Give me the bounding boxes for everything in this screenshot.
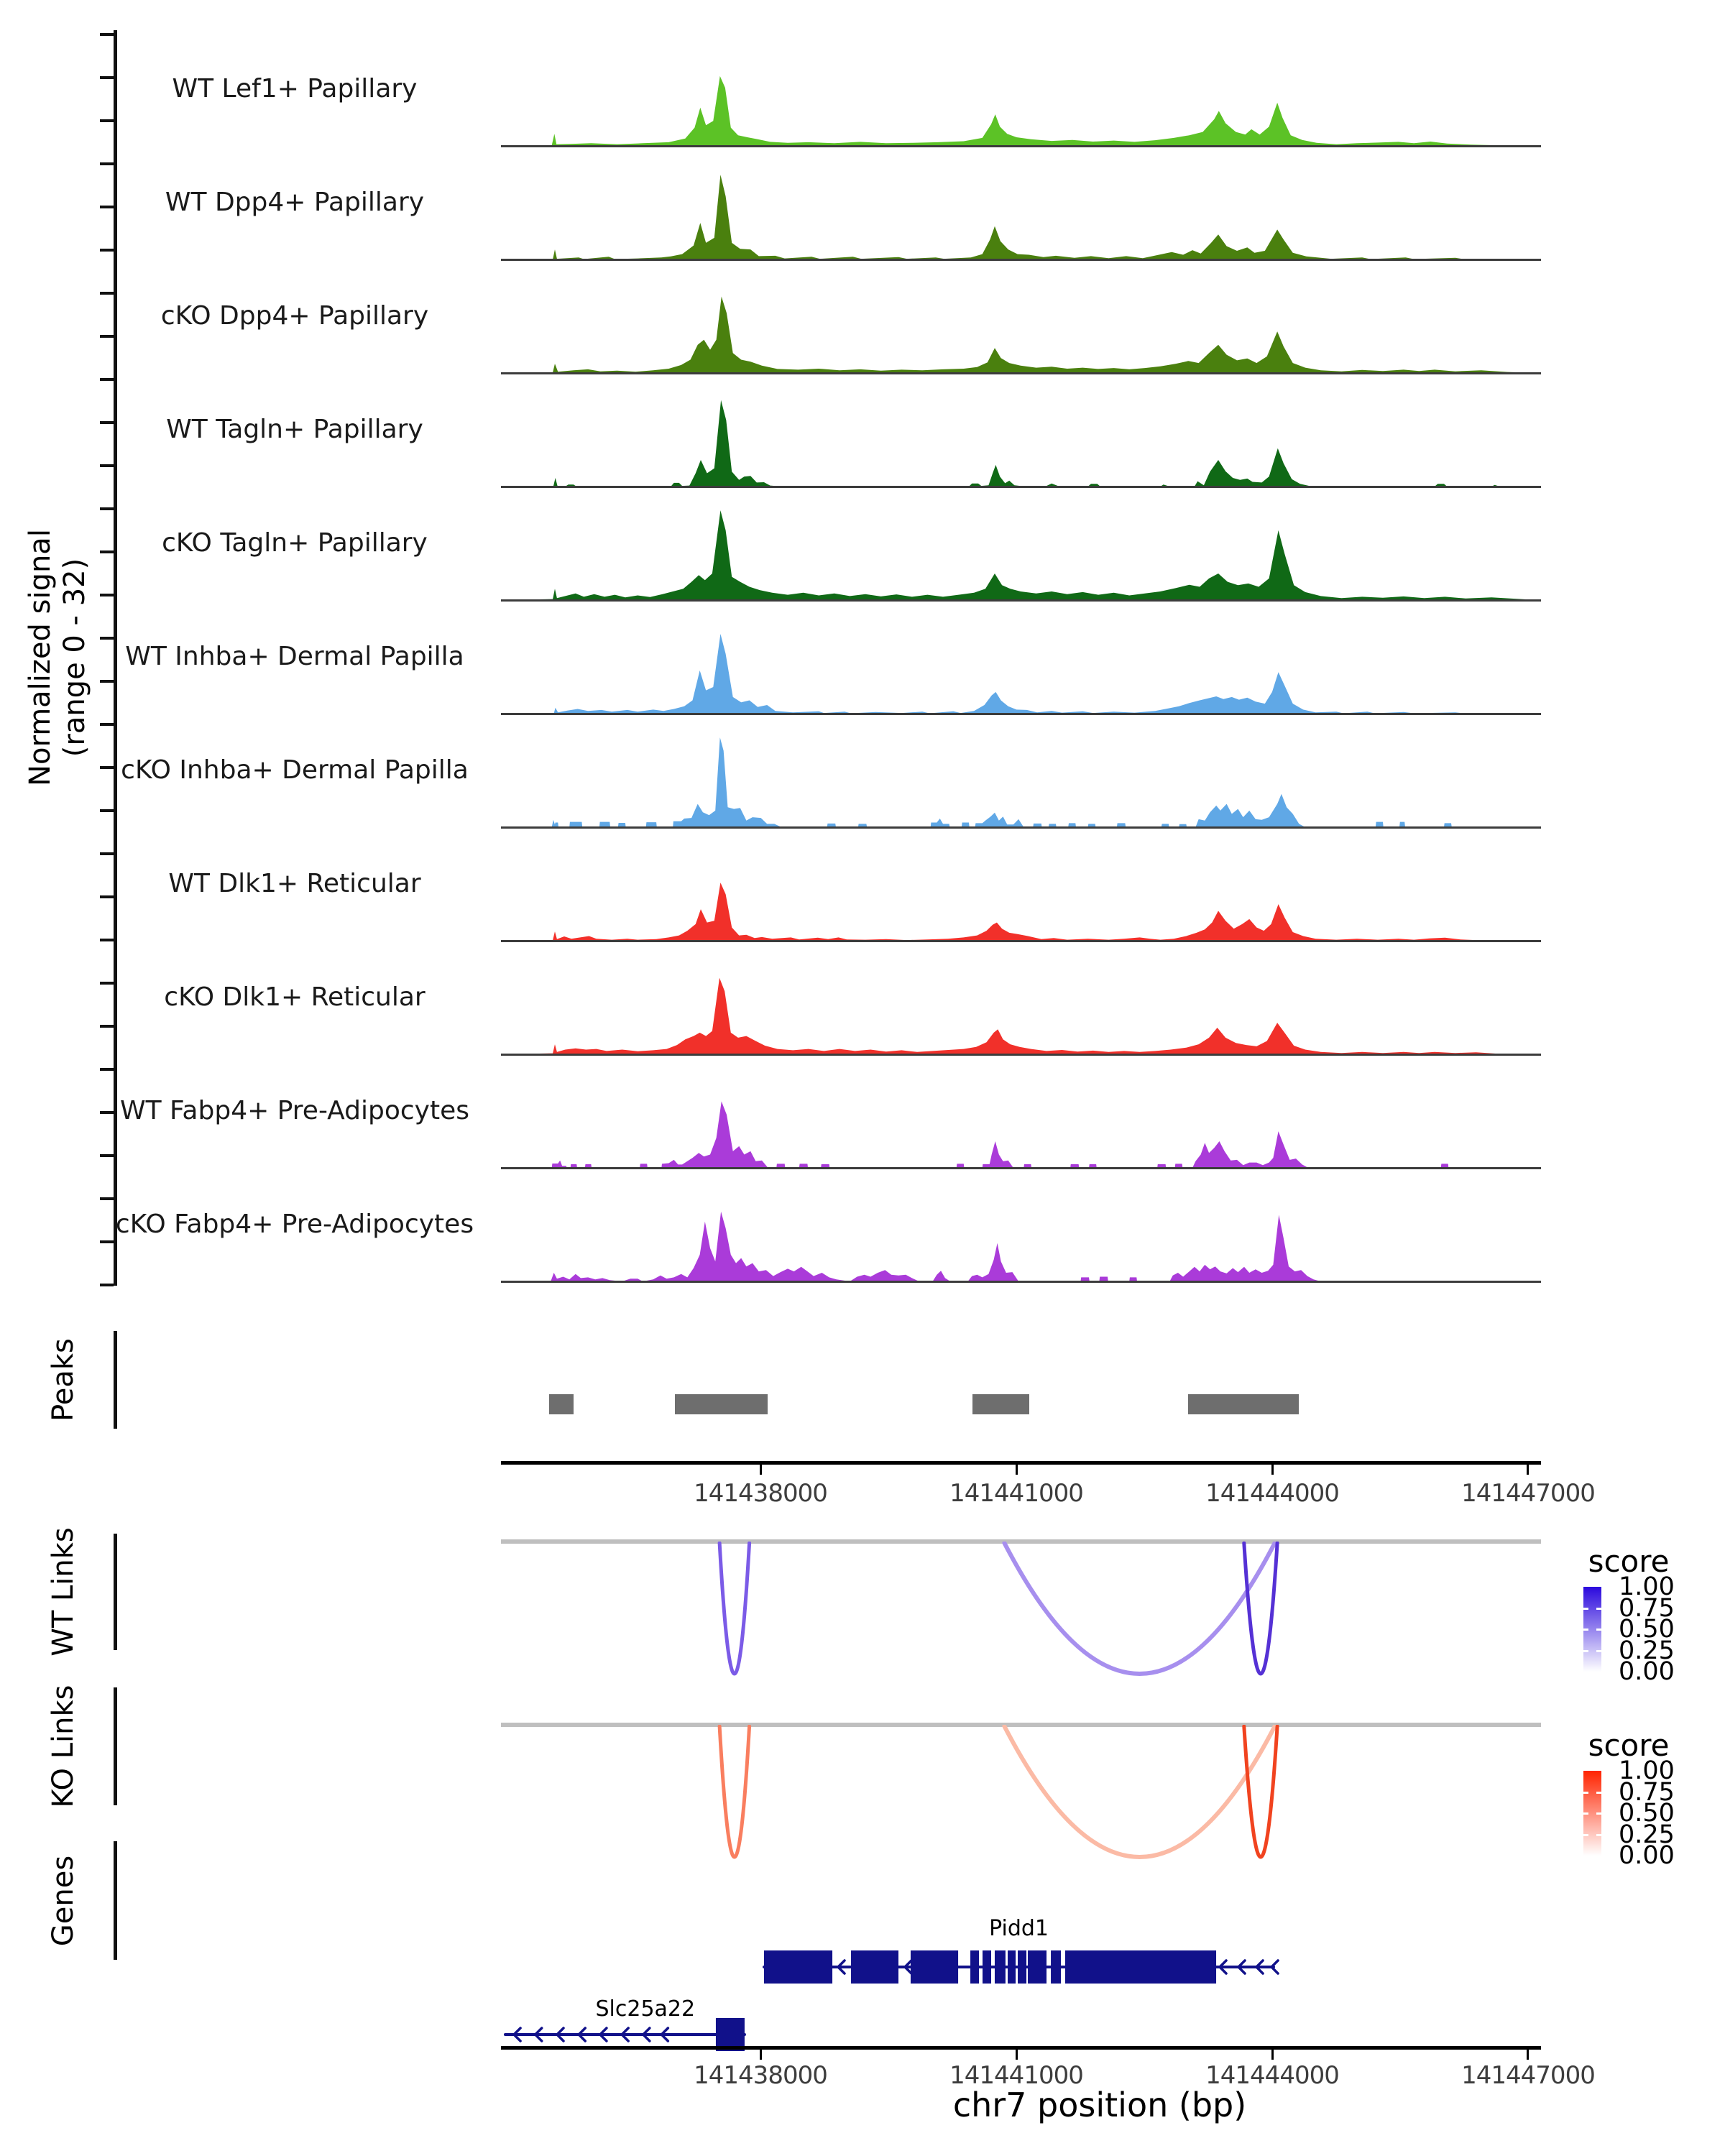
y-axis-tick — [100, 680, 114, 683]
coverage-track-label: cKO Tagln+ Papillary — [162, 528, 428, 558]
score-legend-tick-label: 1.00 — [1619, 1756, 1675, 1785]
score-legend-tick-label: 0.50 — [1619, 1799, 1675, 1828]
coverage-track-area — [503, 833, 1538, 941]
gradient-notch — [1596, 1650, 1601, 1652]
axis-tick-label: 141444000 — [1205, 2061, 1339, 2090]
coverage-signal-area — [503, 883, 1538, 941]
y-axis-tick — [100, 939, 114, 941]
track-baseline — [501, 372, 1541, 374]
coverage-track-area — [503, 265, 1538, 373]
track-baseline — [501, 713, 1541, 715]
link-arc — [719, 1543, 750, 1674]
wt-score-legend — [1581, 1544, 1725, 1723]
ko-links-section-label: KO Links — [47, 1685, 80, 1808]
axis-tick — [1016, 2050, 1018, 2060]
peak-interval — [549, 1394, 574, 1414]
link-arc — [1244, 1543, 1277, 1674]
coverage-signal-area — [503, 175, 1538, 259]
gene-exon — [1018, 1950, 1026, 1984]
track-baseline — [501, 940, 1541, 942]
coverage-signal-area — [503, 297, 1538, 373]
axis-line — [501, 1461, 1541, 1465]
axis-tick — [1527, 1465, 1529, 1475]
y-axis-tick — [100, 895, 114, 898]
genes-bracket-line — [114, 1841, 117, 1960]
ko-links-bracket-line — [114, 1687, 117, 1805]
track-baseline — [501, 826, 1541, 829]
axis-tick-label: 141438000 — [694, 2061, 827, 2090]
coverage-track-area — [503, 946, 1538, 1054]
gene-exon — [983, 1950, 991, 1984]
track-baseline — [501, 486, 1541, 488]
y-axis-tick — [100, 76, 114, 79]
y-axis-tick — [100, 464, 114, 467]
coverage-track-label: WT Dpp4+ Papillary — [165, 188, 425, 217]
genes-svg — [496, 1908, 1552, 2063]
coverage-track-area — [503, 1174, 1538, 1281]
track-baseline — [501, 599, 1541, 602]
coverage-track-label: cKO Inhba+ Dermal Papilla — [121, 755, 469, 785]
gradient-notch — [1596, 1628, 1601, 1631]
link-arc — [719, 1726, 750, 1857]
axis-tick-label: 141441000 — [949, 2061, 1083, 2090]
track-baseline — [501, 1167, 1541, 1169]
gene-name-label: Pidd1 — [989, 1916, 1049, 1941]
y-axis-tick — [100, 507, 114, 510]
coverage-track-label: WT Dlk1+ Reticular — [168, 869, 421, 898]
axis-line — [501, 2046, 1541, 2050]
axis-tick-label: 141447000 — [1461, 1479, 1595, 1508]
y-axis-tick — [100, 33, 114, 36]
coverage-signal-area — [503, 1212, 1538, 1281]
track-baseline — [501, 1054, 1541, 1056]
gradient-notch — [1583, 1650, 1588, 1652]
y-axis-tick — [100, 809, 114, 812]
gene-exon — [995, 1950, 1006, 1984]
y-axis-tick — [100, 637, 114, 640]
y-axis-tick — [100, 1025, 114, 1028]
coverage-signal-area — [503, 737, 1538, 827]
gene-exon — [1065, 1950, 1216, 1984]
gene-exon — [851, 1950, 898, 1984]
gradient-notch — [1583, 1834, 1588, 1836]
score-legend-tick-label: 0.50 — [1619, 1615, 1675, 1644]
gradient-notch — [1596, 1792, 1601, 1794]
coverage-signal-area — [503, 978, 1538, 1054]
y-axis-tick — [100, 335, 114, 338]
axis-tick — [1016, 1465, 1018, 1475]
track-baseline — [501, 1281, 1541, 1283]
links-arcs — [503, 1542, 1538, 1680]
y-axis-tick — [100, 1284, 114, 1286]
gene-name-label: Slc25a22 — [595, 1996, 696, 2022]
wt-score-legend-ticks — [1619, 1572, 1725, 1686]
score-legend-tick-label: 0.75 — [1619, 1777, 1675, 1807]
coverage-track-label: WT Fabp4+ Pre-Adipocytes — [120, 1096, 469, 1125]
coverage-track-area — [503, 719, 1538, 827]
y-axis-tick — [100, 378, 114, 381]
y-axis-tick — [100, 1068, 114, 1071]
y-axis-tick — [100, 723, 114, 726]
coverage-signal-area — [503, 510, 1538, 600]
y-axis-tick — [100, 852, 114, 855]
ko-score-legend-title: score — [1588, 1728, 1670, 1763]
axis-tick — [760, 2050, 762, 2060]
y-axis-tick — [100, 421, 114, 424]
links-arcs — [503, 1725, 1538, 1863]
score-legend-tick-label: 0.00 — [1619, 1841, 1675, 1870]
coverage-track-label: WT Lef1+ Papillary — [172, 74, 418, 103]
axis-tick — [1271, 2050, 1274, 2060]
gradient-notch — [1583, 1792, 1588, 1794]
coverage-track-area — [503, 606, 1538, 714]
ko-score-legend — [1581, 1728, 1725, 1907]
y-axis-tick — [100, 1111, 114, 1114]
axis-tick-label: 141438000 — [694, 1479, 827, 1508]
score-legend-tick-label: 0.75 — [1619, 1593, 1675, 1623]
gene-exon — [764, 1950, 832, 1984]
coverage-track-area — [503, 152, 1538, 259]
coverage-signal-area — [503, 400, 1538, 487]
coverage-track-area — [503, 1060, 1538, 1168]
score-legend-tick-label: 0.00 — [1619, 1657, 1675, 1686]
track-baseline — [501, 145, 1541, 147]
y-axis-tick — [100, 1154, 114, 1157]
gradient-notch — [1596, 1608, 1601, 1610]
peak-interval — [675, 1394, 768, 1414]
peak-interval — [972, 1394, 1029, 1414]
link-arc — [1244, 1726, 1277, 1857]
gradient-notch — [1583, 1608, 1588, 1610]
axis-tick — [1527, 2050, 1529, 2060]
ko-score-legend-ticks — [1619, 1756, 1725, 1870]
y-axis-label — [23, 11, 92, 1304]
peaks-section-label: Peaks — [47, 1338, 80, 1422]
axis-tick-label: 141447000 — [1461, 2061, 1595, 2090]
axis-tick-label: 141444000 — [1205, 1479, 1339, 1508]
peaks-bracket-line — [114, 1331, 117, 1429]
gene-exon — [1008, 1950, 1016, 1984]
ko-score-gradient-bar — [1583, 1771, 1601, 1856]
gene-exon — [970, 1950, 979, 1984]
coverage-track-label: WT Tagln+ Papillary — [166, 415, 423, 444]
y-axis-label-line1: Normalized signal — [24, 529, 57, 786]
y-axis-tick — [100, 119, 114, 122]
y-axis-tick — [100, 292, 114, 295]
coverage-track-label: WT Inhba+ Dermal Papilla — [125, 642, 464, 671]
gene-exon — [911, 1950, 958, 1984]
axis-tick-label: 141441000 — [949, 1479, 1083, 1508]
gradient-notch — [1596, 1812, 1601, 1815]
peak-interval — [1188, 1394, 1300, 1414]
coverage-signal-area — [503, 634, 1538, 714]
link-arc — [1004, 1543, 1274, 1674]
y-axis-tick — [100, 162, 114, 165]
y-axis-tick — [100, 766, 114, 769]
y-axis-tick — [100, 594, 114, 596]
y-axis-tick — [100, 249, 114, 252]
y-axis-tick — [100, 1197, 114, 1200]
score-legend-tick-label: 0.25 — [1619, 1636, 1675, 1665]
y-axis-tick — [100, 1240, 114, 1243]
gradient-notch — [1583, 1628, 1588, 1631]
coverage-track-area — [503, 38, 1538, 146]
gradient-notch — [1596, 1834, 1601, 1836]
gene-exon — [1028, 1950, 1046, 1984]
axis-tick — [1271, 1465, 1274, 1475]
gene-exon — [1051, 1950, 1061, 1984]
coverage-track-label: cKO Fabp4+ Pre-Adipocytes — [115, 1210, 474, 1239]
x-axis-title: chr7 position (bp) — [952, 2086, 1247, 2124]
y-axis-label-line2: (range 0 - 32) — [58, 558, 91, 757]
wt-score-legend-title: score — [1588, 1544, 1670, 1579]
coverage-signal-area — [503, 76, 1538, 146]
coverage-signal-area — [503, 1102, 1538, 1169]
wt-score-gradient-bar — [1583, 1587, 1601, 1672]
y-axis-tick — [100, 982, 114, 985]
axis-tick — [760, 1465, 762, 1475]
y-axis-tick — [100, 206, 114, 208]
score-legend-tick-label: 1.00 — [1619, 1572, 1675, 1601]
coverage-track-label: cKO Dlk1+ Reticular — [164, 982, 426, 1012]
link-arc — [1004, 1726, 1274, 1857]
genes-section-label: Genes — [47, 1855, 80, 1947]
track-baseline — [501, 259, 1541, 261]
coverage-track-label: cKO Dpp4+ Papillary — [160, 301, 429, 331]
coverage-track-area — [503, 492, 1538, 600]
wt-links-section-label: WT Links — [47, 1527, 80, 1657]
y-axis-tick — [100, 550, 114, 553]
wt-links-bracket-line — [114, 1534, 117, 1650]
score-legend-tick-label: 0.25 — [1619, 1820, 1675, 1849]
gradient-notch — [1583, 1812, 1588, 1815]
coverage-track-area — [503, 379, 1538, 487]
